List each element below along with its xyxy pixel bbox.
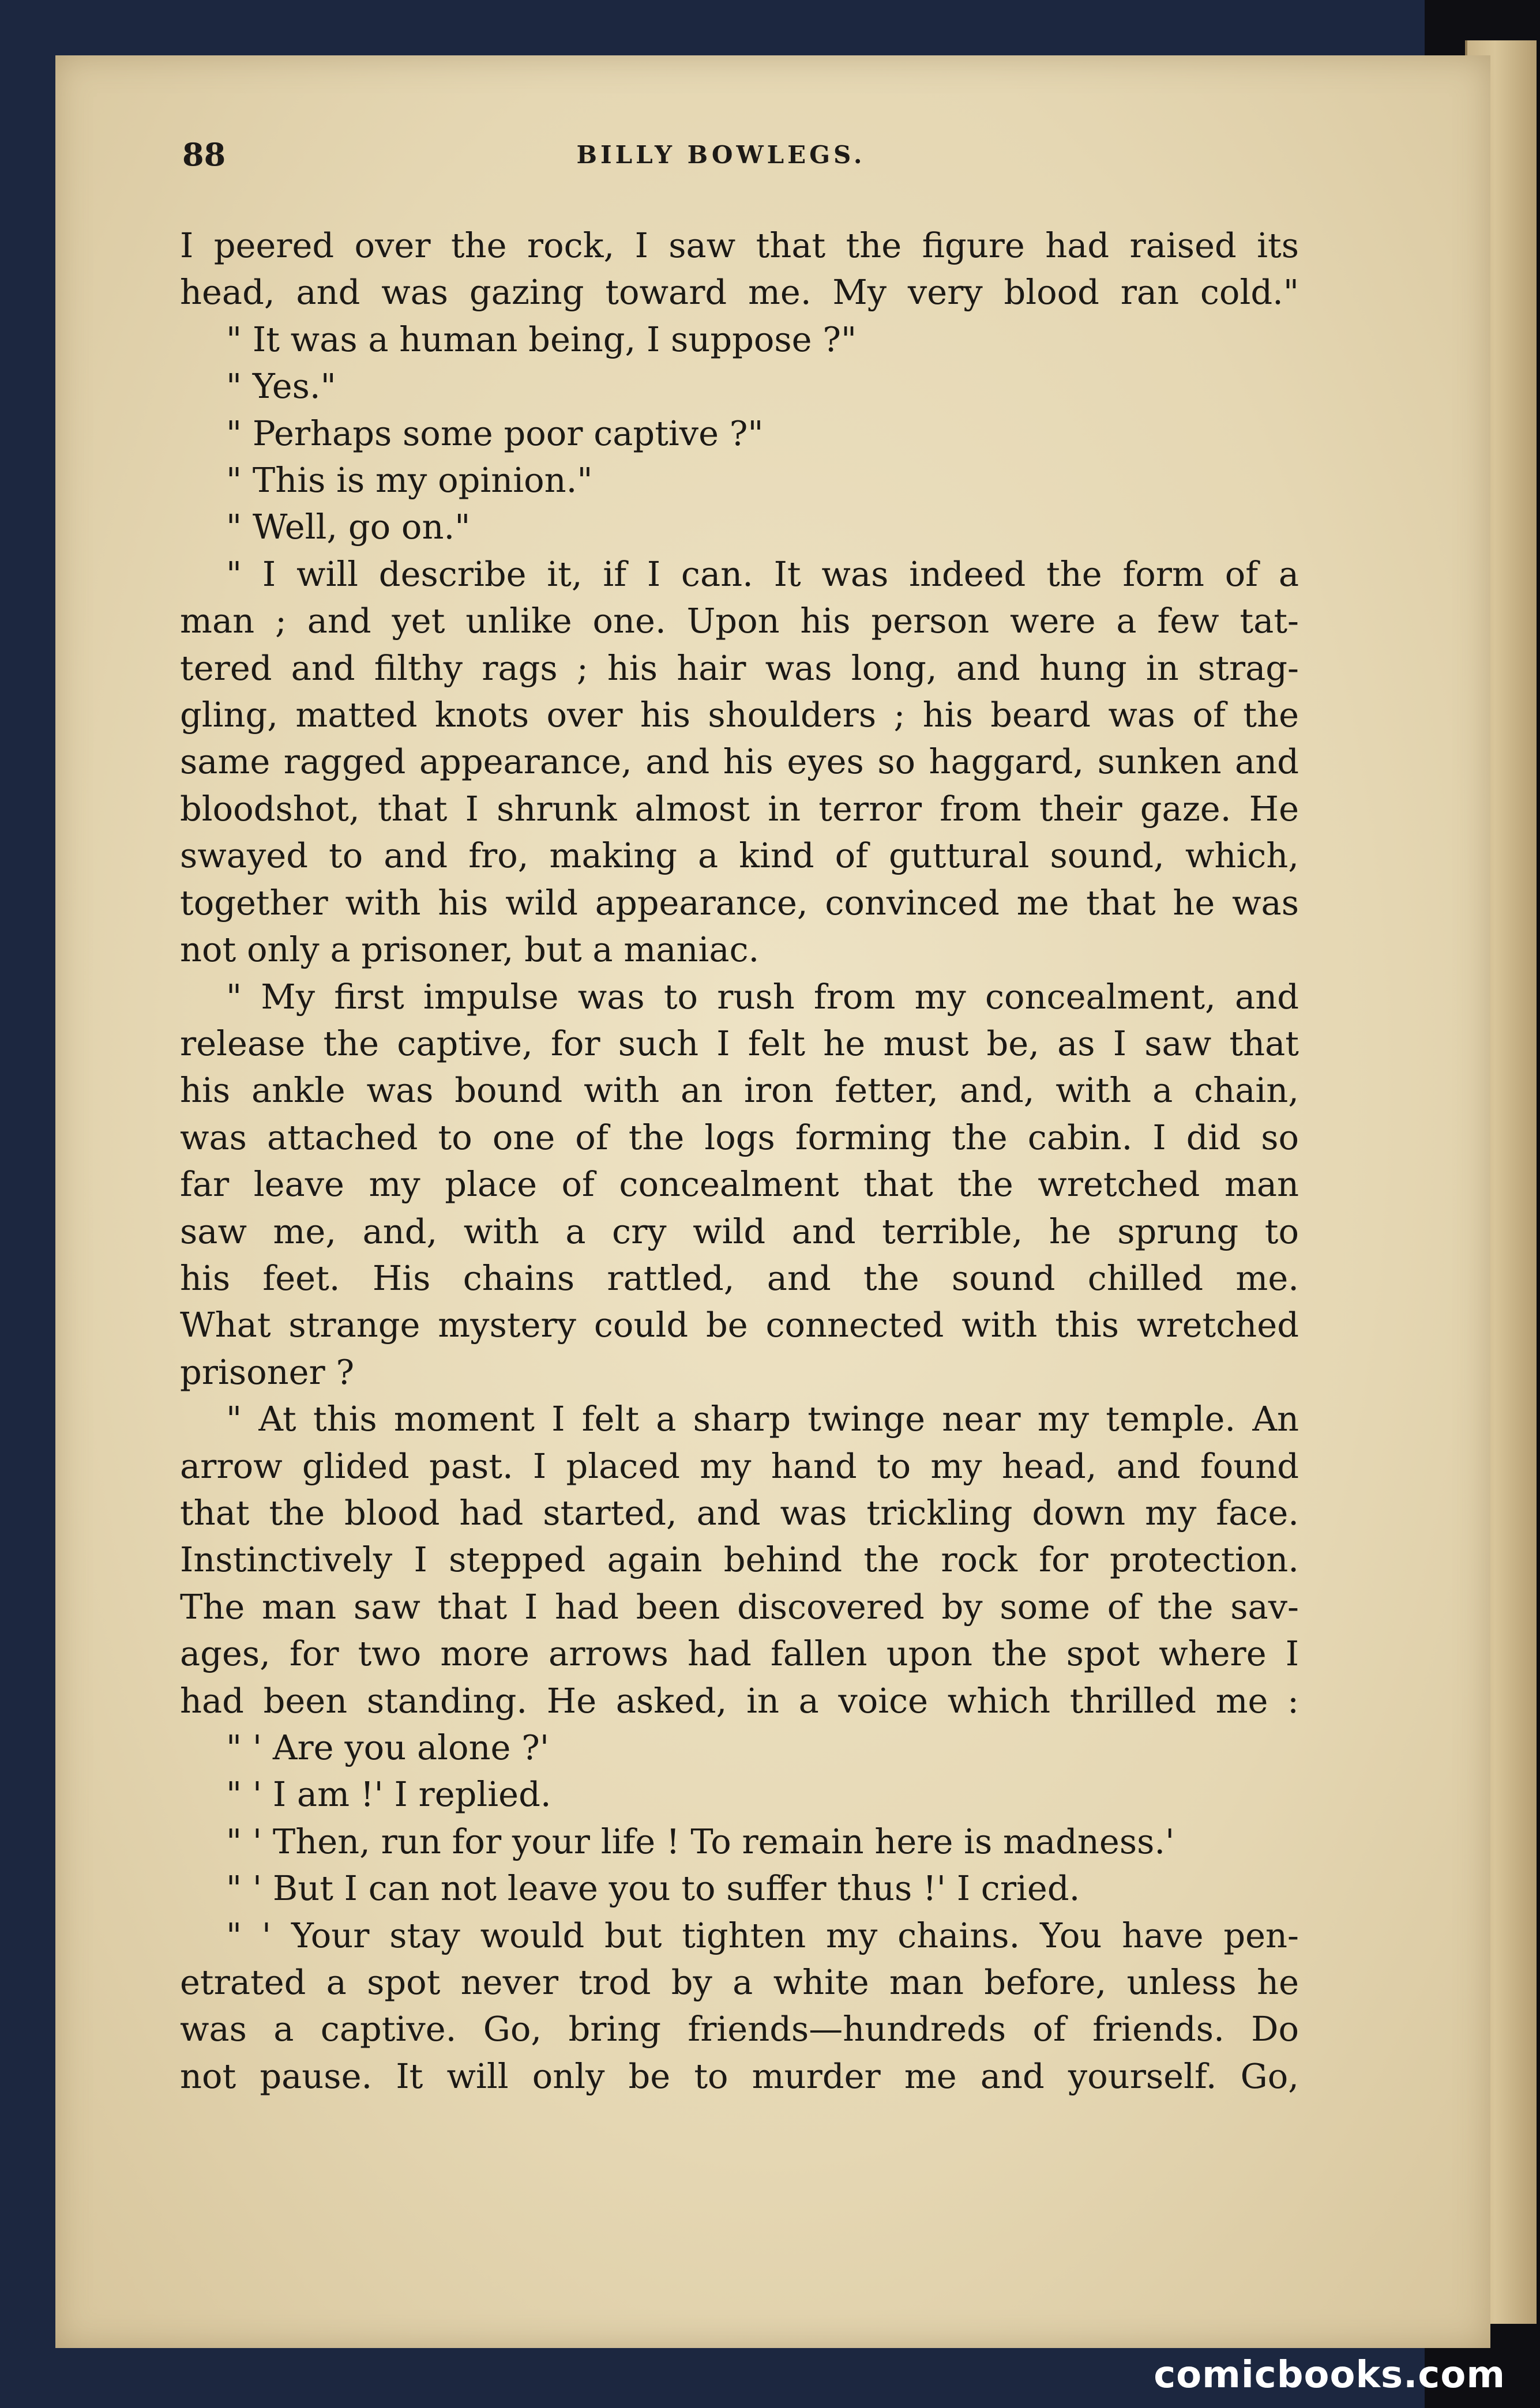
text-line: " I will describe it, if I can. It was indeed the form of a (226, 554, 1299, 594)
text-line: not pause. It will only be to murder me and yourself. Go, (180, 2056, 1299, 2096)
text-line: The man saw that I had been discovered by some of the sav- (180, 1586, 1299, 1627)
text-line: Instinctively I stepped again behind the rock for protection. (180, 1540, 1299, 1580)
text-line: gling, matted knots over his shoulders ; his beard was of the (180, 695, 1299, 735)
body-text (180, 222, 1299, 2100)
text-line: " ' But I can not leave you to suffer thus !' I cried. (226, 1868, 1080, 1909)
text-line: " ' Then, run for your life ! To remain here is madness.' (226, 1821, 1175, 1861)
watermark: comicbooks.com (1154, 2354, 1505, 2396)
text-line: I peered over the rock, I saw that the figure had raised its (180, 225, 1299, 265)
text-line: same ragged appearance, and his eyes so haggard, sunken and (180, 742, 1299, 782)
text-line: " Well, go on." (226, 507, 471, 547)
text-line: was attached to one of the logs forming the cabin. I did so (180, 1117, 1299, 1157)
running-head: BILLY BOWLEGS. (576, 141, 866, 169)
text-line: " ' Your stay would but tighten my chains. You have pen- (226, 1915, 1299, 1955)
text-line: far leave my place of concealment that the wretched man (180, 1164, 1299, 1205)
text-line: together with his wild appearance, convinced me that he was (180, 882, 1299, 923)
text-line: swayed to and fro, making a kind of guttural sound, which, (180, 836, 1299, 876)
page-number: 88 (182, 136, 226, 173)
text-line: his feet. His chains rattled, and the sound chilled me. (180, 1258, 1299, 1298)
text-line: had been standing. He asked, in a voice which thrilled me : (180, 1680, 1299, 1721)
text-line: " At this moment I felt a sharp twinge near my temple. An (226, 1399, 1299, 1439)
text-line: prisoner ? (180, 1352, 355, 1392)
text-line: " Yes." (226, 366, 336, 407)
text-line: was a captive. Go, bring friends—hundreds of friends. Do (180, 2009, 1299, 2049)
text-line: " This is my opinion." (226, 460, 593, 501)
text-line: etrated a spot never trod by a white man before, unless he (180, 1962, 1299, 2003)
text-line: arrow glided past. I placed my hand to my head, and found (180, 1446, 1299, 1486)
text-line: that the blood had started, and was trickling down my face. (180, 1492, 1299, 1533)
text-line: " It was a human being, I suppose ?" (226, 319, 857, 359)
text-line: head, and was gazing toward me. My very blood ran cold." (180, 272, 1299, 313)
text-line: saw me, and, with a cry wild and terrible, he sprung to (180, 1211, 1299, 1251)
text-line: " Perhaps some poor captive ?" (226, 413, 764, 453)
text-line: " ' I am !' I replied. (226, 1774, 551, 1815)
page-header (127, 136, 1315, 182)
text-line: man ; and yet unlike one. Upon his person were a few tat- (180, 601, 1299, 641)
text-line: his ankle was bound with an iron fetter, and, with a chain, (180, 1070, 1299, 1111)
text-line: not only a prisoner, but a maniac. (180, 930, 760, 970)
text-line: " ' Are you alone ?' (226, 1728, 550, 1767)
text-line: release the captive, for such I felt he must be, as I saw that (180, 1023, 1299, 1063)
text-line: tered and filthy rags ; his hair was long, and hung in strag- (180, 648, 1299, 688)
text-line: bloodshot, that I shrunk almost in terror from their gaze. He (180, 788, 1299, 829)
text-line: ages, for two more arrows had fallen upon the spot where I (180, 1634, 1299, 1674)
text-line: What strange mystery could be connected with this wretched (180, 1305, 1299, 1345)
text-line: " My first impulse was to rush from my concealment, and (226, 976, 1299, 1017)
